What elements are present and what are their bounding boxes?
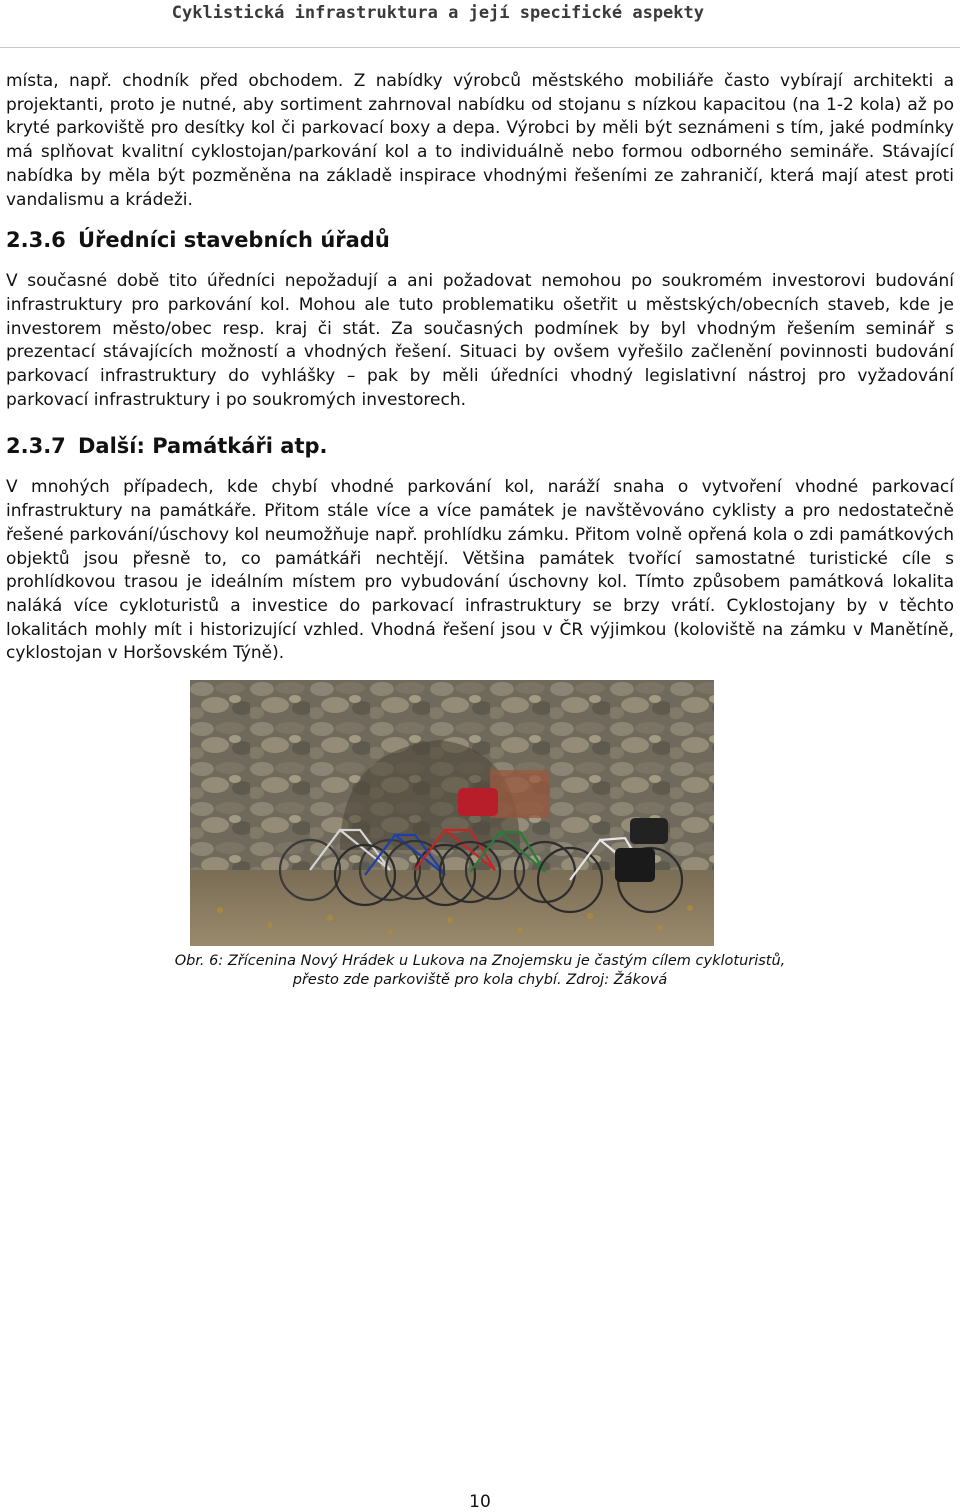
intro-paragraph: místa, např. chodník před obchodem. Z nabídky výrobců městského mobiliáře často vybírají architekti a projektanti, proto je nutné, aby sortiment zahrnoval nabídku od stojanu s nízkou kapacitou (na 1-2 kola) až po kryté parkoviště pro desítky kol či parkovací boxy a depa. Výrobci by měli být seznámeni s tím, jaké podmínky má splňovat kvalitní cyklostojan/parkování kol a to individuálně nebo formou odborného semináře. Stávající nabídka by měla být pozměněna na základě inspirace vhodnými řešeními ze zahraničí, která mají atest proti vandalismu a krádeži. [6, 71, 954, 210]
bicycles-photo-illustration [190, 680, 714, 946]
page-content [6, 70, 954, 666]
section-heading-2-3-7 [6, 432, 954, 460]
section-title: Úředníci stavebních úřadů [78, 228, 390, 253]
page-number: 10 [469, 1492, 491, 1512]
section-heading-2-3-6 [6, 226, 954, 254]
bicycles-photo [190, 680, 714, 946]
page-header [0, 0, 960, 48]
running-header-title: Cyklistická infrastruktura a její specifické aspekty [171, 3, 704, 23]
figure-caption-line-1: Obr. 6: Zřícenina Nový Hrádek u Lukova na Znojemsku je častým cílem cykloturistů, [174, 953, 786, 969]
section-2-3-6-paragraph: V současné době tito úředníci nepožadují a ani požadovat nemohou po soukromém investorovi budování infrastruktury pro parkování kol. Mohou ale tuto problematiku ošetřit u městských/obecních staveb, kde je investorem město/obec resp. kraj či stát. Za současných podmínek by byl vhodným řešením seminář s prezentací stávajících možností a vhodných řešení. Situaci by ovšem vyřešilo začlenění povinnosti budování parkovací infrastruktury do vyhlášky – pak by měli úředníci vhodný legislativní nástroj pro vyžadování parkovací infrastruktury i po soukromých investorech. [6, 271, 954, 410]
section-2-3-7-paragraph: V mnohých případech, kde chybí vhodné parkování kol, naráží snaha o vytvoření vhodné parkovací infrastruktury na památkáře. Přitom stále více a více památek je navštěvováno cyklisty a pro nedostatečně řešené parkování/úschovy kol neumožňuje např. prohlídku zámku. Přitom volně opřená kola o zdi památkových objektů jsou přesně to, co památkáři nechtějí. Většina památek tvořící samostatné turistické cíle s prohlídkovou trasou je ideálním místem pro vybudování úschovny kol. Tímto způsobem památková lokalita naláká více cykloturistů a investice do parkovací infrastruktury se brzy vrátí. Cyklostojany by v těchto lokalitách mohly mít i historizující vzhled. Vhodná řešení jsou v ČR výjimkou (koloviště na zámku v Manětíně, cyklostojan v Horšovském Týně). [6, 477, 954, 664]
section-title: Další: Památkáři atp. [78, 434, 328, 459]
figure-caption [80, 952, 880, 990]
figure-caption-line-2: přesto zde parkoviště pro kola chybí. Zdroj: Žáková [292, 972, 668, 988]
section-number: 2.3.6 [6, 228, 66, 253]
section-number: 2.3.7 [6, 434, 66, 459]
